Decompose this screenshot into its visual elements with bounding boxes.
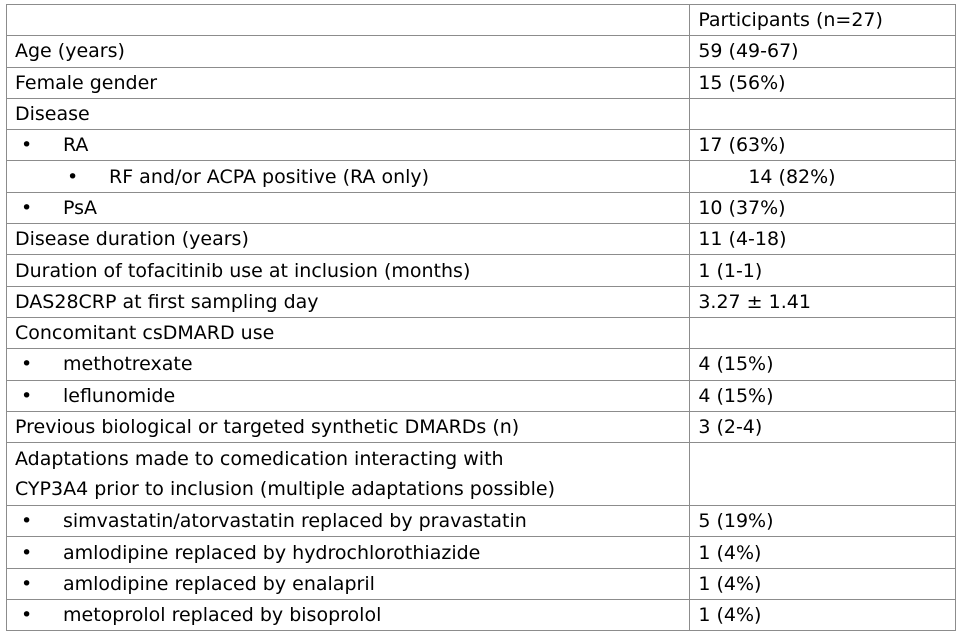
bullet-icon: • <box>21 353 33 376</box>
row-value: 1 (4%) <box>690 568 956 599</box>
row-value: 11 (4-18) <box>690 224 956 255</box>
table-row <box>7 349 956 380</box>
table-row <box>7 411 956 442</box>
bullet-icon: • <box>21 510 33 533</box>
bullet-icon: • <box>21 196 33 219</box>
row-label: methotrexate <box>63 353 193 376</box>
bullet-icon: • <box>21 541 33 564</box>
row-label-cell <box>7 443 690 506</box>
row-value: 1 (1-1) <box>690 255 956 286</box>
row-label: Duration of tofacitinib use at inclusion (months) <box>7 255 690 286</box>
row-label: Female gender <box>7 67 690 98</box>
row-value <box>690 98 956 129</box>
row-value: 10 (37%) <box>690 192 956 223</box>
row-label-cell <box>7 380 690 411</box>
row-label-cell <box>7 506 690 537</box>
row-label: Concomitant csDMARD use <box>7 317 690 348</box>
table-row <box>7 67 956 98</box>
table-row <box>7 537 956 568</box>
row-label: Age (years) <box>7 36 690 67</box>
row-label-cell <box>7 600 690 631</box>
table-row <box>7 317 956 348</box>
row-label: leflunomide <box>63 384 176 407</box>
table-row <box>7 192 956 223</box>
row-value: 4 (15%) <box>690 349 956 380</box>
row-label: Previous biological or targeted synthetic DMARDs (n) <box>7 411 690 442</box>
row-label: PsA <box>63 196 98 219</box>
table-row <box>7 443 956 506</box>
header-label-cell <box>7 5 690 36</box>
table-row <box>7 255 956 286</box>
row-label-cell <box>7 161 690 192</box>
row-value: 1 (4%) <box>690 600 956 631</box>
row-label-cell <box>7 568 690 599</box>
row-value: 3.27 ± 1.41 <box>690 286 956 317</box>
row-value: 15 (56%) <box>690 67 956 98</box>
row-label-cell <box>7 349 690 380</box>
table-row <box>7 98 956 129</box>
row-label: DAS28CRP at first sampling day <box>7 286 690 317</box>
row-label: metoprolol replaced by bisoprolol <box>63 604 382 627</box>
table-row <box>7 286 956 317</box>
table-row <box>7 600 956 631</box>
header-participants-cell: Participants (n=27) <box>690 5 956 36</box>
row-label: simvastatin/atorvastatin replaced by pravastatin <box>63 510 527 533</box>
row-value: 4 (15%) <box>690 380 956 411</box>
row-value: 5 (19%) <box>690 506 956 537</box>
row-label-cell <box>7 192 690 223</box>
participants-table <box>6 4 956 631</box>
row-value <box>690 317 956 348</box>
row-label: Disease <box>7 98 690 129</box>
row-label: amlodipine replaced by hydrochlorothiazide <box>63 541 481 564</box>
table-row <box>7 224 956 255</box>
row-label-cell <box>7 537 690 568</box>
row-label: Disease duration (years) <box>7 224 690 255</box>
bullet-icon: • <box>21 384 33 407</box>
row-label-line: CYP3A4 prior to inclusion (multiple adaptations possible) <box>15 478 555 501</box>
row-label-cell <box>7 130 690 161</box>
table-row <box>7 568 956 599</box>
row-label: amlodipine replaced by enalapril <box>63 572 375 595</box>
bullet-icon: • <box>21 604 33 627</box>
table-row <box>7 506 956 537</box>
row-value <box>690 443 956 506</box>
row-value: 1 (4%) <box>690 537 956 568</box>
row-label: RA <box>63 134 89 157</box>
row-label-line: Adaptations made to comedication interacting with <box>15 448 504 471</box>
row-value: 17 (63%) <box>690 130 956 161</box>
table-row <box>7 380 956 411</box>
table-row <box>7 161 956 192</box>
row-value: 14 (82%) <box>690 161 956 192</box>
table-header-row <box>7 5 956 36</box>
bullet-icon: • <box>67 165 79 188</box>
row-value: 59 (49-67) <box>690 36 956 67</box>
row-value: 3 (2-4) <box>690 411 956 442</box>
row-label: RF and/or ACPA positive (RA only) <box>109 165 430 188</box>
table-row <box>7 130 956 161</box>
table-row <box>7 36 956 67</box>
bullet-icon: • <box>21 134 33 157</box>
bullet-icon: • <box>21 572 33 595</box>
